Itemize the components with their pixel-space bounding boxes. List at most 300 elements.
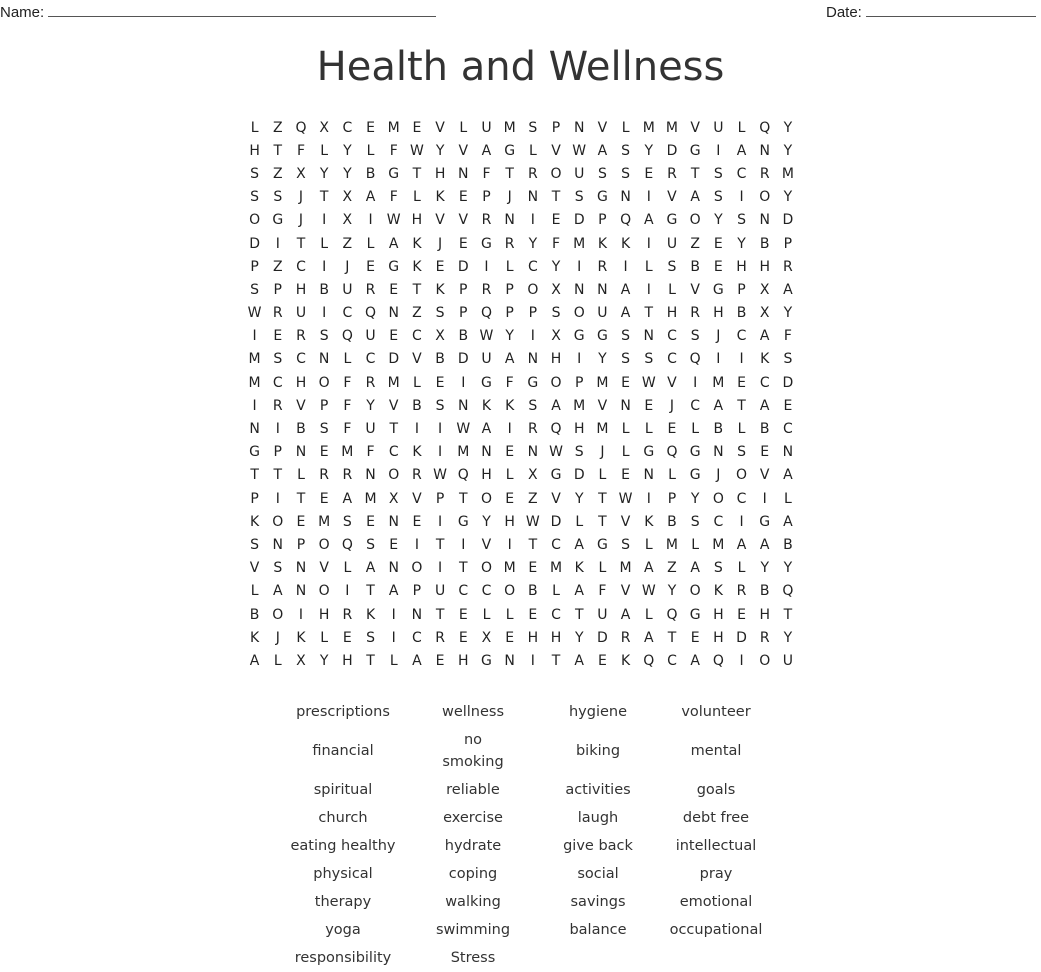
grid-letter: Y — [574, 629, 584, 646]
grid-letter: Z — [272, 258, 283, 275]
grid-letter: L — [413, 374, 421, 391]
grid-letter: S — [366, 536, 375, 553]
grid-letter: K — [365, 606, 376, 623]
word-bank-item: savings — [570, 894, 626, 910]
grid-letter: E — [435, 374, 445, 391]
grid-letter: Q — [666, 606, 678, 623]
grid-letter: C — [713, 513, 724, 530]
grid-letter: M — [712, 536, 725, 553]
grid-letter: A — [620, 606, 631, 623]
grid-letter: A — [481, 142, 492, 159]
grid-letter: E — [713, 258, 723, 275]
grid-letter: T — [574, 606, 584, 623]
grid-letter: E — [319, 444, 329, 461]
word-bank-item: Stress — [450, 950, 496, 966]
grid-letter: L — [552, 583, 560, 600]
grid-letter: Z — [412, 305, 422, 322]
grid-letter: S — [319, 421, 329, 438]
grid-letter: C — [690, 397, 701, 414]
grid-letter: V — [458, 142, 469, 159]
grid-letter: S — [690, 513, 700, 530]
grid-letter: B — [713, 421, 724, 438]
grid-letter: N — [573, 281, 585, 298]
grid-letter: J — [298, 189, 304, 206]
grid-letter: I — [507, 421, 512, 438]
grid-letter: E — [273, 328, 283, 345]
grid-letter: H — [295, 281, 307, 298]
grid-letter: P — [273, 444, 282, 461]
grid-letter: N — [458, 165, 469, 182]
word-bank-item: debt free — [682, 810, 750, 826]
grid-letter: T — [273, 142, 283, 159]
grid-letter: N — [573, 119, 585, 136]
grid-letter: U — [574, 165, 585, 182]
date-blank-line[interactable] — [866, 2, 1036, 17]
grid-letter: S — [713, 560, 723, 577]
grid-letter: L — [528, 142, 537, 159]
grid-letter: W — [409, 142, 424, 159]
grid-letter: D — [249, 235, 260, 252]
grid-letter: Y — [783, 119, 793, 136]
grid-letter: G — [689, 606, 701, 623]
grid-letter: P — [482, 189, 491, 206]
grid-letter: M — [781, 165, 794, 182]
grid-letter: S — [435, 305, 445, 322]
grid-letter: A — [574, 652, 584, 669]
grid-letter: Y — [505, 328, 514, 345]
grid-letter: N — [527, 189, 539, 206]
grid-letter: K — [505, 397, 515, 414]
date-label: Date: — [826, 4, 862, 21]
grid-letter: Q — [550, 421, 562, 438]
grid-letter: S — [273, 189, 283, 206]
grid-letter: B — [412, 397, 422, 414]
grid-letter: N — [643, 467, 655, 484]
grid-letter: Q — [782, 583, 794, 600]
grid-letter: X — [759, 305, 770, 322]
grid-letter: K — [760, 351, 770, 368]
grid-letter: V — [319, 560, 329, 577]
word-bank-item: financial — [312, 743, 374, 759]
grid-letter: H — [573, 421, 585, 438]
grid-letter: Y — [319, 165, 329, 182]
word-bank-item: activities — [565, 782, 631, 798]
grid-letter: E — [505, 444, 515, 461]
grid-letter: K — [597, 235, 607, 252]
grid-letter: Z — [272, 119, 283, 136]
name-field[interactable] — [0, 2, 436, 21]
grid-letter: X — [342, 212, 353, 229]
grid-letter: D — [782, 374, 794, 391]
grid-letter: S — [597, 165, 607, 182]
grid-letter: E — [389, 536, 399, 553]
grid-letter: T — [459, 560, 468, 577]
grid-letter: Z — [528, 490, 538, 507]
grid-letter: O — [759, 189, 771, 206]
grid-letter: E — [597, 652, 607, 669]
word-bank-item: emotional — [679, 894, 753, 910]
grid-letter: E — [435, 258, 445, 275]
grid-letter: S — [551, 305, 561, 322]
grid-letter: R — [736, 583, 747, 600]
grid-letter: O — [689, 583, 701, 600]
grid-letter: H — [434, 165, 446, 182]
grid-letter: V — [667, 374, 677, 391]
grid-letter: W — [433, 467, 448, 484]
grid-letter: V — [667, 189, 677, 206]
grid-letter: A — [783, 281, 793, 298]
grid-letter: I — [646, 490, 651, 507]
grid-letter: U — [713, 119, 724, 136]
word-bank-item: yoga — [325, 922, 361, 938]
word-bank-item: occupational — [669, 922, 763, 938]
grid-letter: S — [667, 258, 677, 275]
grid-letter: E — [713, 235, 723, 252]
grid-letter: L — [366, 235, 375, 252]
grid-letter: E — [737, 374, 746, 391]
grid-letter: V — [597, 119, 608, 136]
grid-letter: G — [504, 142, 516, 159]
grid-letter: B — [783, 536, 793, 553]
grid-letter: I — [484, 258, 489, 275]
grid-letter: D — [597, 629, 608, 646]
grid-letter: B — [319, 281, 329, 298]
grid-letter: P — [598, 212, 607, 229]
grid-letter: R — [272, 305, 283, 322]
word-bank-item: intellectual — [675, 838, 757, 854]
grid-letter: M — [457, 444, 470, 461]
grid-letter: W — [641, 374, 656, 391]
grid-letter: P — [505, 281, 514, 298]
grid-letter: S — [644, 351, 654, 368]
grid-letter: M — [318, 513, 331, 530]
grid-letter: U — [782, 652, 794, 669]
grid-letter: F — [343, 397, 352, 414]
grid-letter: G — [596, 328, 608, 345]
grid-letter: O — [318, 374, 330, 391]
grid-letter: A — [783, 513, 793, 530]
grid-letter: S — [737, 444, 746, 461]
grid-letter: L — [621, 444, 630, 461]
grid-letter: L — [575, 513, 584, 530]
grid-letter: S — [621, 351, 631, 368]
grid-letter: Y — [551, 258, 561, 275]
grid-letter: R — [759, 165, 770, 182]
grid-letter: R — [342, 467, 353, 484]
grid-letter: Y — [737, 235, 746, 252]
grid-letter: Y — [690, 490, 700, 507]
grid-letter: G — [596, 536, 608, 553]
grid-letter: H — [504, 513, 515, 530]
grid-letter: L — [505, 258, 514, 275]
grid-letter: G — [689, 444, 701, 461]
grid-letter: M — [387, 374, 400, 391]
grid-letter: A — [388, 235, 399, 252]
grid-letter: K — [250, 513, 260, 530]
grid-letter: J — [600, 444, 605, 461]
grid-letter: P — [412, 583, 422, 600]
grid-letter: G — [388, 165, 400, 182]
grid-letter: G — [712, 281, 724, 298]
grid-letter: A — [551, 397, 561, 414]
grid-letter: U — [666, 235, 678, 252]
grid-letter: N — [759, 142, 770, 159]
grid-letter: L — [320, 235, 329, 252]
grid-letter: M — [665, 536, 679, 553]
grid-letter: G — [689, 142, 701, 159]
grid-letter: Y — [783, 560, 793, 577]
grid-letter: J — [716, 328, 721, 345]
grid-letter: P — [667, 490, 677, 507]
grid-letter: X — [551, 328, 561, 345]
grid-letter: I — [716, 142, 721, 159]
grid-letter: N — [759, 212, 770, 229]
grid-letter: N — [620, 397, 631, 414]
grid-letter: K — [412, 235, 422, 252]
grid-letter: O — [689, 212, 701, 229]
word-bank-item: eating healthy — [290, 838, 396, 854]
grid-letter: M — [364, 490, 377, 507]
grid-letter: E — [528, 560, 538, 577]
grid-letter: E — [412, 513, 422, 530]
grid-letter: K — [296, 629, 306, 646]
grid-letter: P — [296, 536, 306, 553]
grid-letter: N — [597, 281, 608, 298]
grid-letter: H — [713, 629, 724, 646]
grid-letter: C — [272, 374, 283, 391]
grid-letter: B — [690, 258, 700, 275]
grid-letter: F — [389, 189, 398, 206]
grid-letter: I — [716, 351, 721, 368]
grid-letter: Y — [343, 142, 352, 159]
grid-letter: I — [322, 305, 327, 322]
grid-letter: L — [598, 467, 607, 484]
grid-letter: Y — [343, 165, 352, 182]
grid-letter: V — [458, 212, 469, 229]
word-bank-item: spiritual — [313, 782, 373, 798]
grid-letter: L — [389, 652, 398, 669]
grid-letter: T — [598, 490, 607, 507]
grid-letter: U — [295, 305, 307, 322]
grid-letter: A — [597, 142, 608, 159]
grid-letter: S — [713, 189, 723, 206]
grid-letter: V — [759, 467, 770, 484]
grid-letter: R — [365, 281, 376, 298]
grid-letter: Q — [341, 536, 353, 553]
grid-letter: S — [783, 351, 793, 368]
grid-letter: T — [667, 629, 677, 646]
grid-letter: G — [596, 189, 608, 206]
grid-letter: T — [412, 165, 422, 182]
grid-letter: I — [252, 397, 257, 414]
grid-letter: T — [737, 397, 746, 414]
grid-letter: A — [365, 560, 376, 577]
grid-letter: D — [573, 467, 585, 484]
grid-letter: A — [388, 583, 399, 600]
grid-letter: I — [739, 351, 744, 368]
grid-letter: L — [505, 606, 514, 623]
grid-letter: G — [689, 467, 701, 484]
grid-letter: A — [620, 281, 631, 298]
grid-letter: H — [713, 305, 724, 322]
grid-letter: I — [438, 421, 443, 438]
grid-letter: M — [596, 374, 609, 391]
grid-letter: A — [365, 189, 376, 206]
grid-letter: N — [481, 444, 492, 461]
grid-letter: C — [412, 629, 422, 646]
grid-letter: I — [298, 606, 304, 623]
grid-letter: E — [528, 606, 538, 623]
grid-letter: T — [366, 583, 375, 600]
grid-letter: N — [620, 189, 631, 206]
grid-letter: F — [366, 444, 375, 461]
grid-letter: T — [505, 165, 514, 182]
grid-letter: V — [435, 212, 445, 229]
grid-letter: D — [457, 351, 469, 368]
grid-letter: L — [250, 583, 259, 600]
grid-letter: E — [783, 397, 793, 414]
grid-letter: K — [621, 235, 631, 252]
grid-letter: T — [783, 606, 793, 623]
grid-letter: S — [574, 444, 584, 461]
grid-letter: T — [459, 490, 468, 507]
grid-letter: I — [762, 490, 767, 507]
grid-letter: L — [644, 606, 653, 623]
word-bank-item: hydrate — [444, 838, 502, 854]
grid-letter: Q — [759, 119, 771, 136]
grid-letter: X — [551, 281, 561, 298]
grid-letter: E — [505, 490, 515, 507]
grid-letter: T — [319, 189, 329, 206]
grid-letter: U — [481, 351, 492, 368]
grid-letter: R — [504, 235, 515, 252]
grid-letter: I — [461, 536, 466, 553]
grid-letter: Y — [783, 629, 793, 646]
grid-letter: S — [621, 536, 631, 553]
grid-letter: E — [366, 513, 375, 530]
grid-letter: I — [345, 583, 350, 600]
grid-letter: L — [691, 536, 700, 553]
grid-letter: V — [481, 536, 492, 553]
grid-letter: I — [322, 258, 327, 275]
grid-letter: T — [389, 421, 398, 438]
grid-letter: D — [573, 212, 585, 229]
grid-letter: T — [412, 281, 422, 298]
grid-letter: F — [343, 421, 352, 438]
grid-letter: X — [435, 328, 445, 345]
grid-letter: E — [644, 165, 654, 182]
grid-letter: S — [713, 165, 723, 182]
grid-letter: K — [644, 513, 654, 530]
grid-letter: E — [458, 606, 468, 623]
word-bank-item: walking — [445, 894, 501, 910]
grid-letter: N — [643, 328, 655, 345]
grid-letter: H — [550, 351, 562, 368]
grid-letter: E — [389, 328, 399, 345]
grid-letter: V — [551, 142, 561, 159]
grid-letter: H — [249, 142, 260, 159]
grid-letter: E — [366, 258, 375, 275]
word-bank-item: coping — [448, 866, 498, 882]
word-bank-item: physical — [313, 866, 373, 882]
word-bank-item: laugh — [577, 810, 619, 826]
grid-letter: I — [275, 235, 280, 252]
grid-letter: R — [412, 467, 422, 484]
grid-letter: H — [458, 652, 469, 669]
grid-letter: O — [272, 513, 284, 530]
grid-letter: U — [365, 421, 376, 438]
grid-letter: L — [737, 421, 746, 438]
grid-letter: W — [386, 212, 401, 229]
grid-letter: A — [620, 305, 631, 322]
grid-letter: O — [573, 305, 585, 322]
grid-letter: A — [690, 189, 700, 206]
grid-letter: E — [621, 374, 631, 391]
grid-letter: V — [388, 397, 399, 414]
grid-letter: P — [551, 119, 561, 136]
grid-letter: N — [458, 397, 469, 414]
grid-letter: F — [598, 583, 607, 600]
word-bank-item: give back — [563, 838, 633, 854]
grid-letter: X — [481, 629, 492, 646]
grid-letter: L — [644, 258, 653, 275]
grid-letter: I — [577, 258, 582, 275]
grid-letter: Y — [714, 212, 723, 229]
grid-letter: S — [273, 560, 283, 577]
grid-letter: M — [503, 119, 516, 136]
date-field[interactable] — [826, 2, 1036, 21]
grid-letter: N — [411, 606, 423, 623]
grid-letter: B — [736, 305, 747, 322]
grid-letter: E — [296, 513, 306, 530]
name-blank-line[interactable] — [48, 2, 436, 17]
grid-letter: C — [736, 165, 747, 182]
grid-letter: A — [272, 583, 283, 600]
grid-letter: V — [620, 583, 631, 600]
grid-letter: K — [250, 629, 260, 646]
grid-letter: P — [574, 374, 584, 391]
grid-letter: R — [481, 212, 492, 229]
grid-letter: N — [504, 212, 515, 229]
grid-letter: S — [250, 281, 260, 298]
grid-letter: L — [644, 536, 653, 553]
grid-letter: L — [505, 467, 514, 484]
grid-letter: F — [389, 142, 398, 159]
grid-letter: A — [643, 560, 654, 577]
grid-letter: R — [296, 328, 306, 345]
grid-letter: C — [342, 305, 353, 322]
grid-letter: Y — [366, 397, 375, 414]
grid-letter: G — [457, 513, 469, 530]
grid-letter: L — [621, 119, 630, 136]
grid-letter: K — [713, 583, 723, 600]
grid-letter: S — [250, 165, 260, 182]
grid-letter: N — [365, 467, 376, 484]
grid-letter: R — [342, 606, 353, 623]
grid-letter: I — [623, 258, 628, 275]
grid-letter: C — [759, 374, 770, 391]
word-bank — [284, 698, 780, 972]
grid-letter: W — [456, 421, 471, 438]
word-bank-item: responsibility — [294, 950, 392, 966]
word-bank-item: exercise — [443, 810, 503, 826]
grid-letter: Y — [783, 142, 793, 159]
grid-letter: L — [482, 606, 491, 623]
grid-letter: P — [459, 305, 468, 322]
grid-letter: H — [759, 258, 770, 275]
word-bank-item: prescriptions — [296, 704, 390, 720]
grid-letter: D — [388, 351, 400, 368]
